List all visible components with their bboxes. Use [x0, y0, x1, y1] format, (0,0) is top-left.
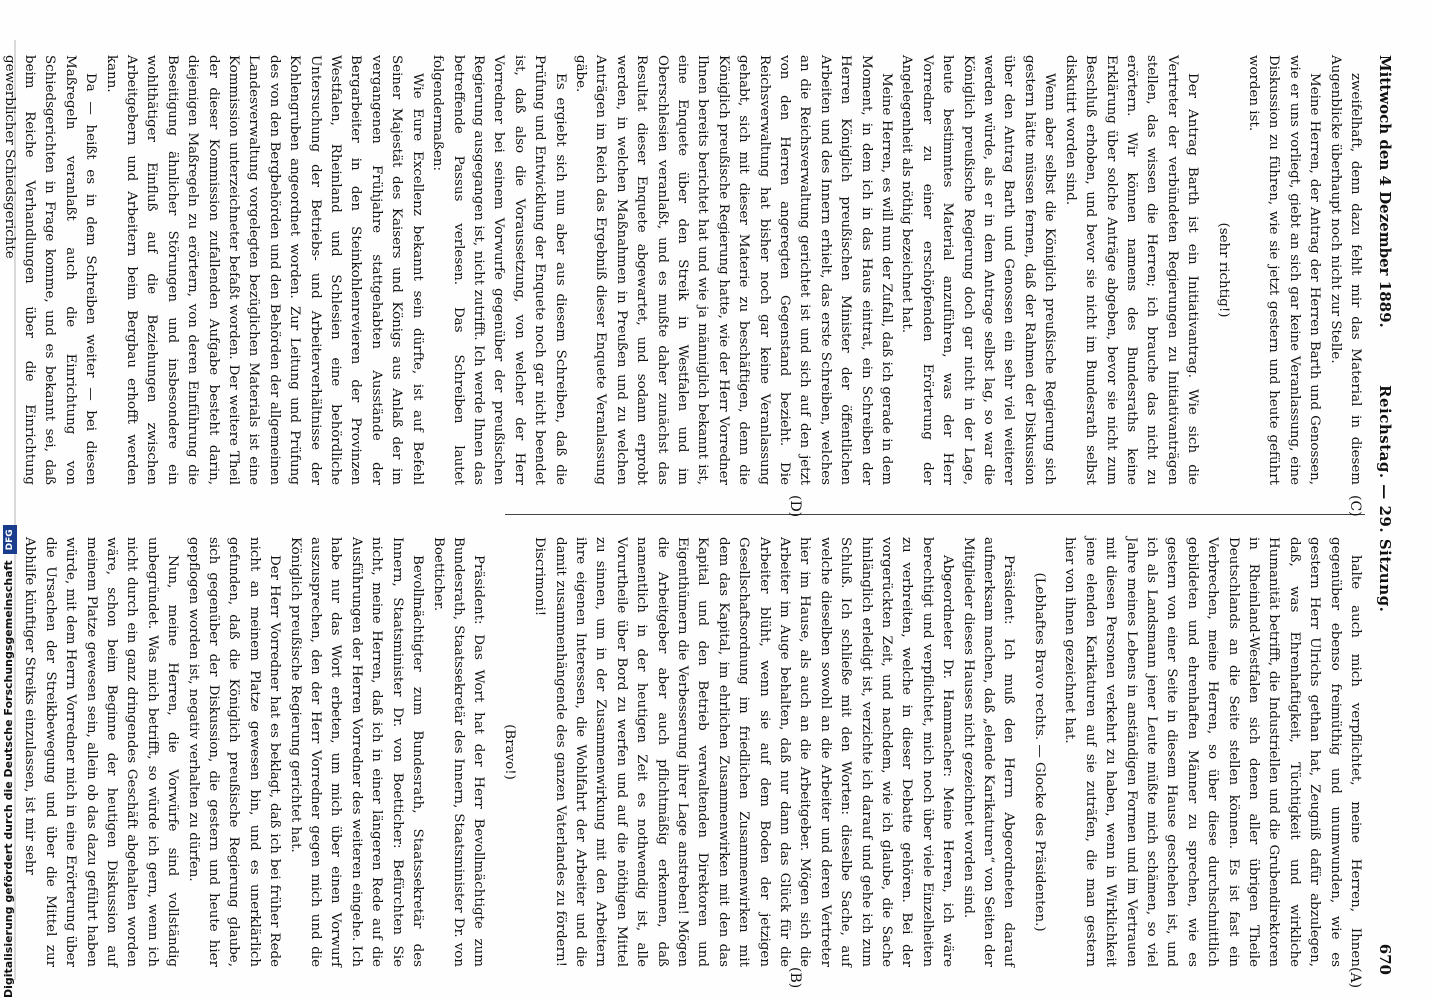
speaker-paragraph: Abgeordneter Dr. Hammacher: Meine Herren, ich wäre berechtigt und verpflichtet, mich noch über viele Einzelheiten zu verbreiten, welche in dieser Debatte gehören. Bei der vorgerückten Zeit, und nachdem, wie ich glaube, die Sache hinlänglich erledigt ist, verzichte ich darauf und gehe ich zum Schluß. Ich schließe mit den Worten: dieselbe Sache, auf welche dieselben sowohl an die Arbeiter und deren Vertreter hier im Hause, als auch an die Arbeitgeber. Mögen sich die Arbeiter im Auge behalten, daß nur dann das Glück für die Arbeiter blüht, wenn sie auf dem Boden der jetzigen Gesellschaftsordnung im friedlichen Zusammenwirken mit dem das Kapital, im ehrlichen Zusammenwirken mit den das Kapital und den Betrieb verwaltenden Direktoren und Eigenthümern die Verbesserung ihrer Lage anstreben! Mögen die Arbeitgeber aber auch pflichtmäßig erkennen, daß namentlich in der heutigen Zeit es nothwendig ist, alle Vorurtheile über Bord zu werfen und auf die nöthigen Mittel zu sinnen, um in der Zusammenwirkung mit den Arbeitern ihre eigenen Interessen, die Wohlfahrt der Arbeiter und die damit zusammenhängende des ganzen Vaterlandes zu fördern! Discrimoni! [532, 537, 956, 967]
paragraph: Es ergiebt sich nun aber aus diesem Schreiben, daß die Prüfung und Entwicklung der Enquete noch gar nicht beendet ist, daß also die Voraussetzung, von welcher der Herr Vorredner bei seinem Vorwurfe gegenüber der preußischen Regierung ausgegangen ist, nicht zutrifft. Ich werde Ihnen das betreffende Passus verlesen. Das Schreiben lautet folgendermaßen: [430, 55, 568, 485]
margin-mark-d: (D) [787, 495, 803, 518]
quoted-letter: Wie Eure Excellenz bekannt sein dürfte, ist auf Befehl Seiner Majestät des Kaisers und Königs aus Anlaß der im vergangenen Frühjahre stattgehabten Ausstände der Bergarbeiter in den Steinkohlenrevieren der Provinzen Westfalen, Rheinland und Schlesien eine behördliche Untersuchung der Betriebs- und Arbeiterverhältnisse der Kohlengruben angeordnet worden. Zur Leitung und Prüfung des von den Bergbehörden und den Behörden der allgemeinen Landesverwaltung vorgelegten bezüglichen Materials ist eine Kommission unterzeichneter befaßt worden. Der weitere Theil der dieser Kommission zufallenden Aufgabe besteht darin, diejenigen Maßregeln zu erörtern, von deren Einführung die Beseitigung ähnlicher Störungen und insbesondere ein wohlthätiger Einfluß auf die Beziehungen zwischen Arbeitgebern und Arbeitern beim Bergbau erhofft werden kann. [103, 55, 425, 485]
interjection: (sehr richtig!) [1215, 222, 1231, 318]
paragraph: Der Herr Vorredner hat es beklagt, daß ich bei früher Rede nicht an meinem Platze gewesen bin, und es unerklärlich gefunden, daß die Königlich preußische Regierung glaube, sich gegenüber der Diskussion, die gestern und heute hier gepflogen worden ist, negativ verhalten zu dürfen. [185, 537, 283, 967]
digitization-credit [2, 525, 17, 998]
left-column-text [22, 537, 1365, 967]
right-column-text [1, 55, 1365, 485]
margin-mark-a: (A) [1347, 967, 1363, 989]
dfg-logo: DFG [3, 525, 17, 554]
credit-text: Digitalisierung gefördert durch die Deutsche Forschungsgemeinschaft [2, 560, 15, 998]
paragraph: halte auch mich verpflichtet, meine Herren, Ihnen gegenüber ebenso freimüthig und unumwunden, wie es gestern Herr Ulrichs gethan hat, Zeugniß dafür abzulegen, daß, was Ehrenhaftigkeit, Tüchtigkeit und wirkliche Humanität betrifft, die Industriellen und die Grubendirektoren in Rheinland-Westfalen sich denen aller übrigen Theile Deutschlands an die Seite stellen können. Es ist fast ein Verbrechen, meine Herren, so über diese durchschnittlich gebildeten und ehrenhaften Männer zu sprechen, wie es gestern von einer Seite in diesem Hause geschehen ist, und ich als Landsmann jener Leute müßte mich schämen, so viel Jahre meines Lebens in anständigen Formen und im Vertrauen mit diesen Personen verkehrt zu haben, wenn in Wirklichkeit jene elenden Karikaturen auf sie zuträfen, die man gestern hier von ihnen gezeichnet hat. [1062, 537, 1363, 967]
paragraph: Meine Herren, der Antrag der Herren Barth und Genossen, wie er uns vorliegt, giebt an sich gar keine Veranlassung, eine Diskussion zu führen, wie sie jetzt gestern und heute geführt worden ist. [1245, 55, 1323, 485]
margin-mark-c: (C) [1347, 495, 1363, 517]
page-header [1369, 55, 1395, 975]
paragraph: Wenn aber selbst die Königlich preußische Regierung sich gestern hätte müssen fernen, daß der Rahmen der Diskussion über den Antrag Barth und Genossen ein sehr viel weiterer werden würde, als er in dem Antrage selbst lag, so war die Königlich preußische Regierung doch gar nicht in der Lage, heute bestimmtes Material anzuführen, was der Herr Vorredner zu einer erschöpfenden Erörterung der Angelegenheit als nöthig bezeichnet hat. [899, 55, 1058, 485]
column-divider [505, 514, 1365, 515]
paragraph: Meine Herren, es will nun der Zufall, daß ich gerade in dem Moment, in dem ich in das Haus eintrat, ein Schreiben der Herren Königlich preußischen Minister der öffentlichen Arbeiten und des Innern erhielt, das erste Schreiben, welches an die Reichsverwaltung gerichtet ist und sich auf den jetzt von den Herren angeregten Gegenstand bezieht. Die Reichsverwaltung hat bisher noch gar keine Veranlassung gehabt, sich mit dieser Materie zu beschäftigen, denn die Königlich preußische Regierung hatte, wie der Herr Vorredner Ihnen bereits berichtet hat und wie ja männiglich bekannt ist, eine Enquete über den Streik in Westfalen und im Oberschlesien veranlaßt, und es mußte daher zunächst das Resultat dieser Enquete abgewartet, und sodann erprobt werden, in welchen Maßnahmen in Preußen und zu welchen Anträgen im Reich das Ergebniß dieser Enquete Veranlassung gäbe. [572, 55, 895, 485]
header-date: Mittwoch den 4 Dezember 1889. [1376, 55, 1394, 328]
speaker-paragraph: Präsident: Ich muß den Herrn Abgeordneten darauf aufmerksam machen, daß „elende Karikaturen“ von Seiten der Mitglieder dieses Hauses nicht gezeichnet worden sind. [960, 537, 1017, 967]
paragraph: zweifelhaft, denn dazu fehlt mir das Material in diesem Augenblicke überhaupt noch nicht zur Stelle. [1327, 55, 1363, 485]
margin-mark-b: (B) [787, 967, 803, 989]
page-number: 670 [1376, 943, 1394, 975]
paragraph: Der Antrag Barth ist ein Initiativantrag. Wie sich die Vertreter der verbündeten Regierungen zu Initiativanträgen stellen, das wissen die Herren; ich brauche das nicht zu erörtern. Wir können namens des Bundesraths keine Erklärung über solche Anträge abgeben, bevor sie nicht zum Beschluß erhoben, und bevor sie nicht im Bundesrath selbst diskutirt worden sind. [1062, 55, 1201, 485]
paragraph: Da — heißt es in dem Schreiben weiter — bei diesen Maßregeln veranlaßt auch die Einrichtung von Schiedsgerichten in Frage komme, und es bekannt sei, daß beim Reiche Verhandlungen über die Einrichtung gewerblicher Schiedsgerichte [1, 55, 99, 485]
interjection: (Lebhaftes Bravo rechts. — Glocke des Präsidenten.) [1031, 572, 1047, 932]
speaker-paragraph: Präsident: Das Wort hat der Herr Bevollmächtigte zum Bundesrath, Staatssekretär des Innern, Staatsminister Dr. von Boetticher. [430, 537, 487, 967]
paragraph: Nun, meine Herren, die Vorwürfe sind vollständig unbegründet. Was mich betrifft, so würde ich gern, wenn ich nicht durch ein ganz dringendes Geschäft abgehalten worden wäre, schon beim Beginne der heutigen Diskussion auf meinem Platze gewesen sein, allein ob das dazu geführt haben würde, mit dem Herrn Vorredner mich in eine Erörterung über die Ursachen der Streikbewegung und über die Mittel zur Abhilfe künftiger Streiks einzulassen, ist mir sehr [22, 537, 181, 967]
header-title: Reichstag. — 29. Sitzung. [1376, 385, 1394, 613]
interjection: (Bravo!) [501, 724, 517, 780]
speaker-paragraph: Bevollmächtigter zum Bundesrath, Staatssekretär des Innern, Staatsminister Dr. von Boetticher: Befürchten Sie nicht, meine Herren, daß ich in einer längeren Rede auf die Ausführungen der Herren Vorredner des weiteren eingehe. Ich habe nur das Wort erbeten, um mich über einen Vorwurf auszusprechen, den der Herr Vorredner gegen mich und die Königlich preußische Regierung gerichtet hat. [287, 537, 426, 967]
